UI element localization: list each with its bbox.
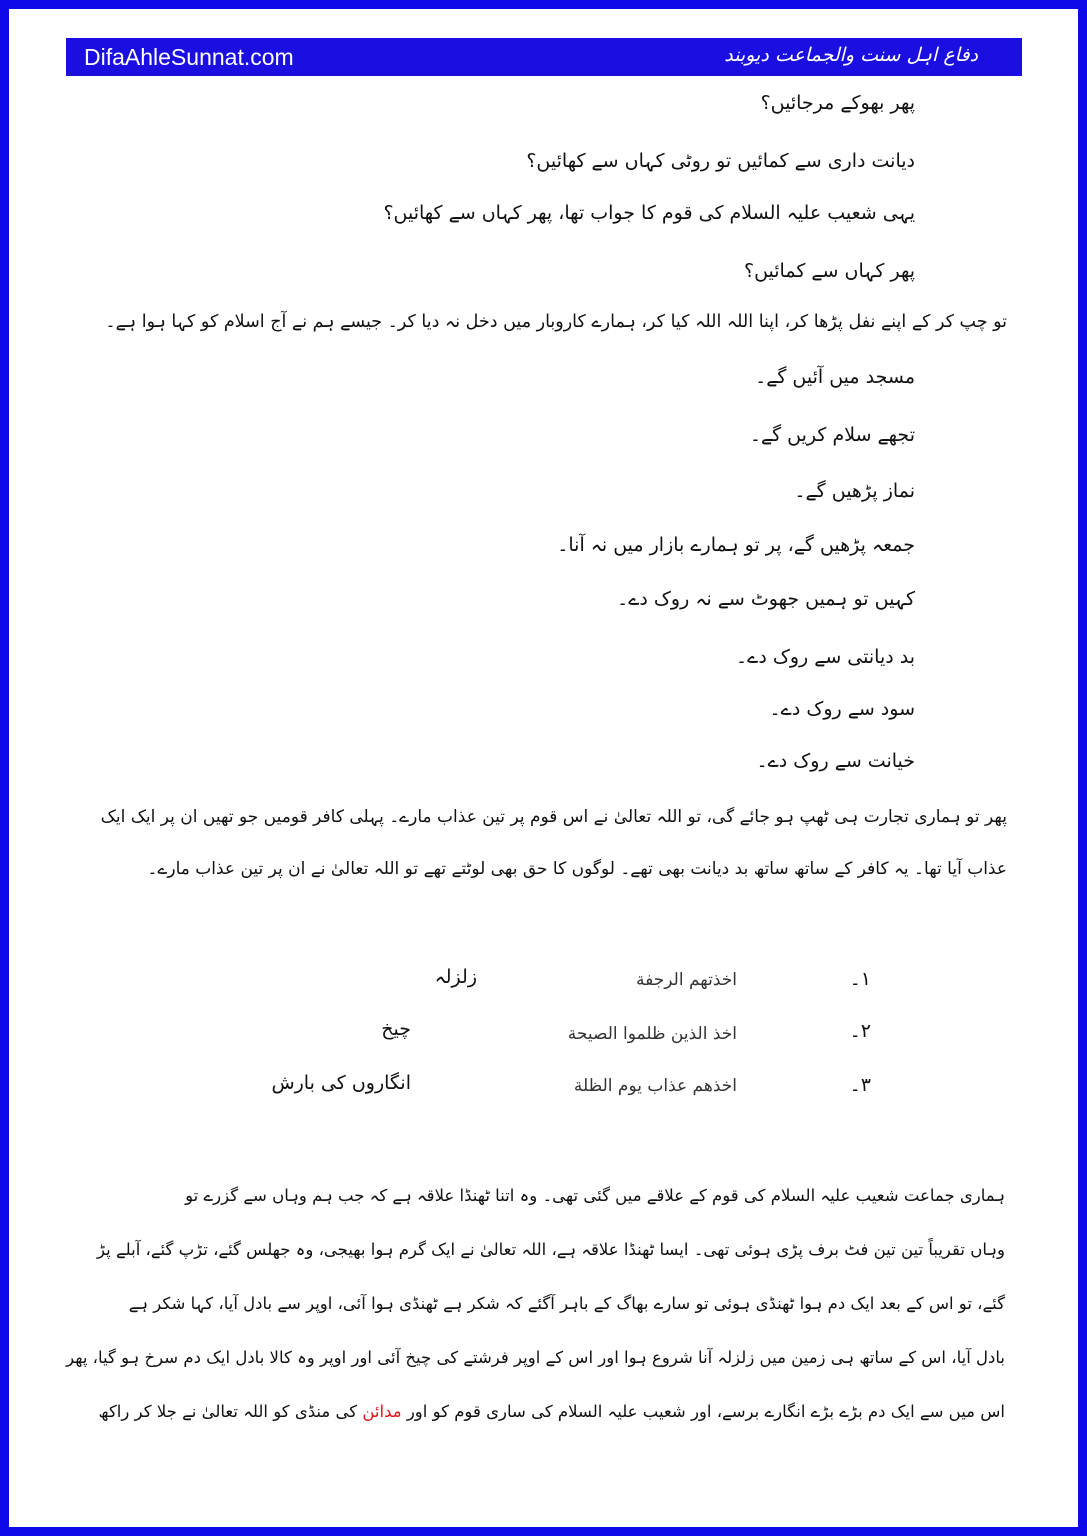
text-span: اس میں سے ایک دم بڑے بڑے انگارے برسے، اور شعیب علیہ السلام کی ساری قوم کو اور xyxy=(401,1402,1005,1421)
text-line: مسجد میں آئیں گے۔ xyxy=(755,366,915,388)
paragraph-line: گئے، تو اس کے بعد ایک دم ہوا ٹھنڈی ہوئی تو سارے بھاگ کے باہر آگئے کہ شکر ہے ٹھنڈی ہوا آئی، اوپر سے بادل آیا، کہا شکر ہے xyxy=(128,1294,1005,1313)
text-line: سود سے روک دے۔ xyxy=(769,698,915,720)
site-name: DifaAhleSunnat.com xyxy=(84,44,294,70)
arabic-verse: اخذ الذين ظلموا الصيحة xyxy=(567,1024,737,1044)
text-line: نماز پڑھیں گے۔ xyxy=(794,480,915,502)
paragraph-line: وہاں تقریباً تین تین فٹ برف پڑی ہوئی تھی۔ ایسا ٹھنڈا علاقہ ہے، اللہ تعالیٰ نے ایک گرم ہوا بھیجی، وہ جھلس گئے، تڑپ گئے، آبلے پڑ xyxy=(97,1240,1005,1259)
arabic-verse: اخذتهم الرجفة xyxy=(636,970,737,990)
punishment-label: انگاروں کی بارش xyxy=(271,1072,411,1094)
text-line: تجھے سلام کریں گے۔ xyxy=(749,424,915,446)
list-number: ٣۔ xyxy=(849,1074,871,1096)
punishment-label: زلزلہ xyxy=(434,966,477,988)
text-line: پھر کہاں سے کمائیں؟ xyxy=(743,260,915,282)
punishment-label: چیخ xyxy=(381,1018,411,1040)
text-line: کہیں تو ہمیں جھوٹ سے نہ روک دے۔ xyxy=(617,588,915,610)
arabic-verse: اخذهم عذاب يوم الظلة xyxy=(573,1076,737,1096)
paragraph-line: عذاب آیا تھا۔ یہ کافر کے ساتھ ساتھ بد دیانت بھی تھے۔ لوگوں کا حق بھی لوٹتے تھے تو اللہ تعالیٰ نے ان پر تین عذاب مارے۔ xyxy=(147,859,1007,879)
list-number: ٢۔ xyxy=(849,1020,871,1042)
text-line: یہی شعیب علیہ السلام کی قوم کا جواب تھا، پھر کہاں سے کھائیں؟ xyxy=(383,202,915,224)
highlighted-word: مدائن xyxy=(362,1402,402,1421)
paragraph-line: پھر تو ہماری تجارت ہی ٹھپ ہو جائے گی، تو اللہ تعالیٰ نے اس قوم پر تین عذاب مارے۔ پہلی کافر قومیں جو تھیں ان پر ایک ایک xyxy=(100,807,1007,827)
paragraph: تو چپ کر کے اپنے نفل پڑھا کر، اپنا اللہ اللہ کیا کر، ہمارے کاروبار میں دخل نہ دیا کر۔ جیسے ہم نے آج اسلام کو کہا ہوا ہے۔ xyxy=(105,312,1007,332)
paragraph-line: بادل آیا، اس کے ساتھ ہی زمین میں زلزلہ آنا شروع ہوا اور اس کے اوپر فرشتے کی چیخ آئی اور اوپر وہ کالا بادل ایک دم سرخ ہو گیا، پھر xyxy=(66,1348,1005,1367)
text-line: بد دیانتی سے روک دے۔ xyxy=(736,646,915,668)
text-line: خیانت سے روک دے۔ xyxy=(756,750,915,772)
header-bar xyxy=(66,38,1022,76)
text-line: دیانت داری سے کمائیں تو روٹی کہاں سے کھائیں؟ xyxy=(526,150,915,172)
paragraph-line xyxy=(99,1402,1005,1421)
header-title: دفاع اہل سنت والجماعت دیوبند xyxy=(724,44,978,66)
text-line: جمعہ پڑھیں گے، پر تو ہمارے بازار میں نہ آنا۔ xyxy=(557,534,915,556)
text-line: پھر بھوکے مرجائیں؟ xyxy=(760,92,915,114)
paragraph-line: ہماری جماعت شعیب علیہ السلام کی قوم کے علاقے میں گئی تھی۔ وہ اتنا ٹھنڈا علاقہ ہے کہ جب ہم وہاں سے گزرے تو xyxy=(185,1186,1005,1205)
text-span: کی منڈی کو اللہ تعالیٰ نے جلا کر راکھ xyxy=(98,1402,363,1421)
list-number: ١۔ xyxy=(849,968,871,990)
